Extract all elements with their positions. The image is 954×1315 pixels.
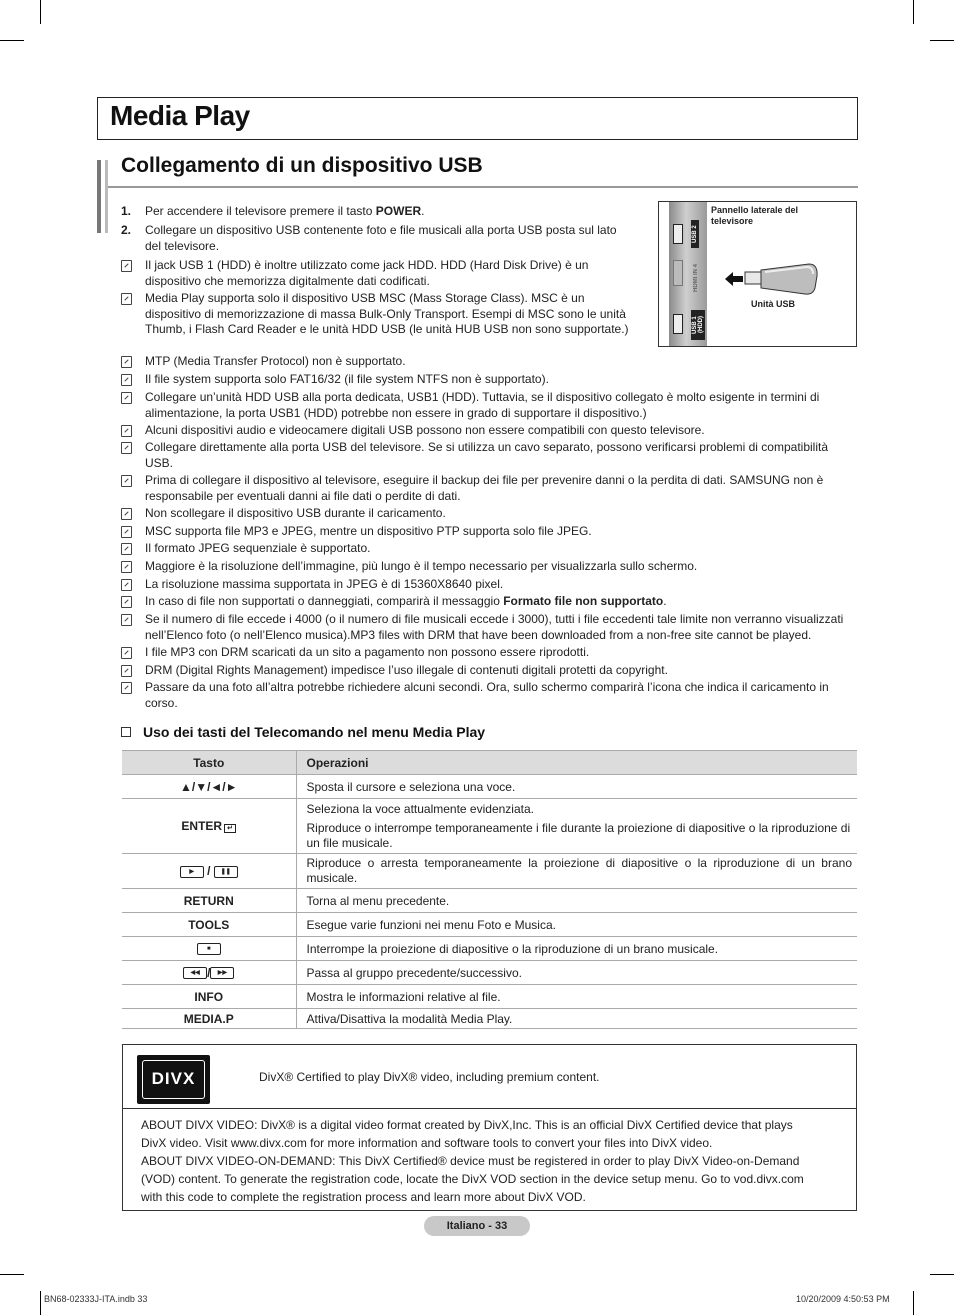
note-item: In caso di file non supportati o danneggiati, comparirà il messaggio Formato file non supportato.	[121, 594, 857, 611]
checkbox-bullet-icon	[121, 727, 131, 737]
remote-keys-heading: Uso dei tasti del Telecomando nel menu Media Play	[121, 724, 485, 740]
hdmi-port	[673, 260, 683, 286]
crop-mark	[40, 0, 41, 24]
crop-mark	[930, 40, 954, 41]
operation-text: Passa al gruppo precedente/successivo.	[296, 961, 857, 985]
table-header-row	[122, 751, 857, 775]
table-row	[122, 913, 857, 937]
note-icon	[121, 425, 132, 437]
crop-mark	[40, 1291, 41, 1315]
key-return: RETURN	[122, 889, 296, 913]
divx-info-box	[122, 1044, 857, 1211]
table-row	[122, 961, 857, 985]
step-number: 1.	[121, 204, 132, 218]
crop-mark	[0, 40, 24, 41]
print-timestamp: 10/20/2009 4:50:53 PM	[796, 1294, 890, 1304]
step-1	[121, 204, 631, 220]
note-item: Se il numero di file eccede i 4000 (o il numero di file musicali eccede i 3000), tutti i file eccedenti tale limite non verranno visualizzati nell’Elenco foto (o nell’Elenco musica).MP3 files with DRM that have been downloaded from a non-free site cannot be played.	[121, 612, 857, 643]
usb1-tag: USB 1 (HDD)	[691, 310, 705, 340]
table-row	[122, 889, 857, 913]
operation-text: Esegue varie funzioni nei menu Foto e Musica.	[296, 913, 857, 937]
usb-port-1	[673, 314, 683, 334]
note-item: MSC supporta file MP3 e JPEG, mentre un dispositivo PTP supporta solo file JPEG.	[121, 524, 857, 541]
operation-text: Torna al menu precedente.	[296, 889, 857, 913]
pause-icon: ❚❚	[214, 866, 238, 878]
divx-logo: DIVX	[137, 1055, 210, 1104]
key-enter: ENTER ↵	[122, 799, 296, 854]
enter-icon: ↵	[224, 824, 236, 833]
table-row	[122, 985, 857, 1009]
note-item: Alcuni dispositivi audio e videocamere digitali USB possono non essere compatibili con questo televisore.	[121, 423, 857, 440]
note-icon	[121, 682, 132, 694]
note-icon	[121, 508, 132, 520]
key-info: INFO	[122, 985, 296, 1009]
note-icon	[121, 356, 132, 368]
note-item: Media Play supporta solo il dispositivo USB MSC (Mass Storage Class). MSC è un dispositivo di memorizzazione di massa Bulk-Only Transport. Esempi di MSC sono le unità Thumb, i Flash Card Reader e le unità HDD USB (le unità HUB USB non sono supportate.)	[121, 291, 631, 338]
step-2	[121, 223, 631, 254]
table-row	[122, 775, 857, 799]
table-row	[122, 799, 857, 854]
note-icon	[121, 442, 132, 454]
note-icon	[121, 374, 132, 386]
table-row	[122, 854, 857, 889]
section-divider	[108, 186, 858, 188]
hdmi-tag: HDMI IN 4	[693, 263, 699, 292]
note-item: Il jack USB 1 (HDD) è inoltre utilizzato come jack HDD. HDD (Hard Disk Drive) è un dispositivo che memorizza digitalmente dati codificati.	[121, 258, 631, 289]
page-number-badge: Italiano - 33	[424, 1216, 530, 1236]
file-info: BN68-02333J-ITA.indb 33	[44, 1294, 148, 1304]
usb2-tag: USB 2	[691, 220, 699, 248]
divx-about-text: ABOUT DIVX VIDEO: DivX® is a digital video format created by DivX,Inc. This is an official DivX Certified device that plays DivX video. Visit www.divx.com for more information and software tools to convert your files into DivX video. ABOUT DIVX VIDEO-ON-DEMAND: This DivX Certified® device must be registered in order to play DivX Video-on-Demand (VOD) content. To generate the registration code, locate the DivX VOD section in the device setup menu. Go to vod.divx.com with this code to complete the registration process and learn more about DivX VOD.	[141, 1118, 804, 1204]
note-item: MTP (Media Transfer Protocol) non è supportato.	[121, 354, 857, 371]
note-icon	[121, 665, 132, 677]
note-icon	[121, 293, 132, 305]
note-icon	[121, 561, 132, 573]
crop-mark	[913, 1291, 914, 1315]
key-rewind-forward: ◀◀ / ▶▶	[122, 961, 296, 985]
crop-mark	[913, 0, 914, 24]
section-bar	[97, 160, 101, 233]
usb-connection-figure	[658, 201, 857, 347]
crop-mark	[0, 1274, 24, 1275]
note-item: La risoluzione massima supportata in JPEG è di 15360X8640 pixel.	[121, 577, 857, 594]
table-row	[122, 1009, 857, 1029]
note-icon	[121, 475, 132, 487]
step-text: Per accendere il televisore premere il tasto POWER.	[145, 204, 425, 218]
key-arrows: ▲/▼/◄/►	[122, 775, 296, 799]
key-stop	[122, 937, 296, 961]
note-item: I file MP3 con DRM scaricati da un sito a pagamento non possono essere riprodotti.	[121, 645, 857, 662]
note-item: Collegare direttamente alla porta USB del televisore. Se si utilizza un cavo separato, possono verificarsi problemi di compatibilità USB.	[121, 440, 857, 471]
note-item: Prima di collegare il dispositivo al televisore, eseguire il backup dei file per prevenire danni o la perdita di dati. SAMSUNG non è responsabile per eventuali danni ai file dati o perdite di dati.	[121, 473, 857, 504]
crop-mark	[930, 1274, 954, 1275]
tv-side-panel	[669, 202, 707, 346]
divx-divider	[123, 1108, 856, 1109]
note-item: Il file system supporta solo FAT16/32 (il file system NTFS non è supportato).	[121, 372, 857, 389]
remote-keys-table	[122, 750, 857, 1029]
step-text: Collegare un dispositivo USB contenente foto e file musicali alla porta USB posta sul lato del televisore.	[145, 223, 617, 253]
divx-certified-text: DivX® Certified to play DivX® video, including premium content.	[259, 1070, 600, 1084]
note-item: Il formato JPEG sequenziale è supportato.	[121, 541, 857, 558]
operation-text: Sposta il cursore e seleziona una voce.	[296, 775, 857, 799]
note-icon	[121, 647, 132, 659]
rewind-icon: ◀◀	[183, 967, 207, 979]
key-media-p: MEDIA.P	[122, 1009, 296, 1029]
note-item: Collegare un’unità HDD USB alla porta dedicata, USB1 (HDD). Tuttavia, se il dispositivo collegato è molto esigente in termini di alimentazione, la porta USB1 (HDD) potrebbe non essere in grado di supportare il dispositivo.)	[121, 390, 857, 421]
key-tools: TOOLS	[122, 913, 296, 937]
note-icon	[121, 392, 132, 404]
usb-port-2	[673, 224, 683, 244]
section-title: Collegamento di un dispositivo USB	[121, 154, 483, 177]
key-play-pause: ▶ / ❚❚	[122, 854, 296, 889]
section-bar	[105, 160, 108, 233]
note-icon	[121, 526, 132, 538]
table-row	[122, 937, 857, 961]
step-number: 2.	[121, 223, 132, 237]
note-item: Non scollegare il dispositivo USB durante il caricamento.	[121, 506, 857, 523]
note-icon	[121, 543, 132, 555]
note-icon	[121, 614, 132, 626]
operation-text: Riproduce o arresta temporaneamente la proiezione di diapositive o la riproduzione di un brano musicale.	[296, 854, 857, 889]
page-title-box	[97, 97, 858, 140]
stop-icon: ■	[197, 943, 221, 955]
panel-label: Pannello laterale del televisore	[711, 205, 799, 226]
usb-drive-label: Unità USB	[751, 299, 796, 309]
note-icon	[121, 596, 132, 608]
operation-text: Mostra le informazioni relative al file.	[296, 985, 857, 1009]
note-icon	[121, 260, 132, 272]
page-title: Media Play	[110, 100, 250, 131]
fast-forward-icon: ▶▶	[210, 967, 234, 979]
operation-text: Seleziona la voce attualmente evidenziata. Riproduce o interrompe temporaneamente i file durante la proiezione di diapositive o la riproduzione di un file musicale.	[296, 799, 857, 854]
operation-text: Interrompe la proiezione di diapositive o la riproduzione di un brano musicale.	[296, 937, 857, 961]
note-item: Passare da una foto all’altra potrebbe richiedere alcuni secondi. Ora, sullo schermo comparirà l’icona che indica il caricamento in corso.	[121, 680, 857, 711]
note-item: Maggiore è la risoluzione dell’immagine, più lungo è il tempo necessario per visualizzarla sullo schermo.	[121, 559, 857, 576]
usb-drive-illustration	[721, 260, 821, 298]
table-header: Operazioni	[296, 751, 857, 775]
table-header: Tasto	[122, 751, 296, 775]
play-icon: ▶	[180, 866, 204, 878]
note-icon	[121, 579, 132, 591]
operation-text: Attiva/Disattiva la modalità Media Play.	[296, 1009, 857, 1029]
note-item: DRM (Digital Rights Management) impedisce l’uso illegale di contenuti digitali protetti da copyright.	[121, 663, 857, 680]
